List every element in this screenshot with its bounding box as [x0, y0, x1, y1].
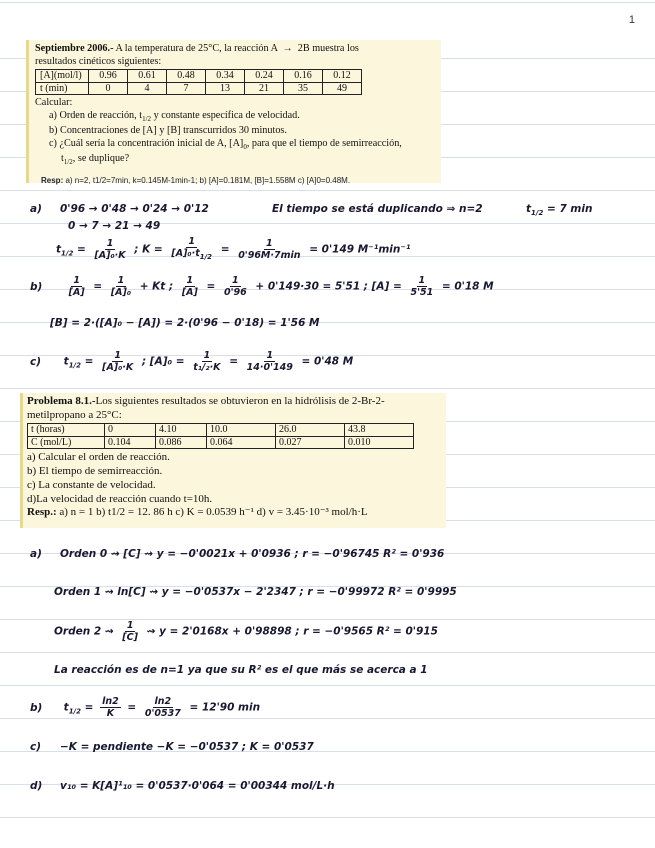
table-cell: 0.61: [128, 70, 167, 83]
work-1-a-equations: $t_{1/2}$ = $\frac{1}{\text{[A]₀·K}}$ ; K = $\frac{1}{[A]_0\cdot t_{1/2}}$ = $\frac{1}{0'96M\cdot 7\min}$ = 0'149 M⁻¹min⁻¹: [56, 236, 411, 261]
problem-1-statement: [26, 40, 441, 183]
calculate-label: Calcular:: [35, 97, 73, 108]
table-row: [28, 424, 414, 437]
question-c-continued: $t_{1/2}$, se duplique?: [61, 153, 130, 167]
problem-2-text-2: metilpropano a 25°C:: [27, 408, 122, 421]
work-1-b-line-1: b) $\frac{1}{[A]}$ = $\frac{1}{\text{[A]₀}}$ + Kt ; $\frac{1}{[A]}$ = $\frac{1}{0'96}$ + 0'149·30 = 5'51 ; [A] = $\frac{1}{5'51}$ = 0'18 M: [30, 275, 494, 298]
work-1-b-line-2: [B] = 2·([A]₀ − [A]) = 2·(0'96 − 0'18) = 1'56 M: [50, 317, 320, 329]
problem-1-text-b: 2B muestra los: [297, 43, 359, 54]
problem-2-statement: [20, 393, 446, 528]
table-cell: 0: [89, 82, 128, 95]
table-cell: 26.0: [276, 424, 345, 437]
work-1-a-half-life: $t_{1/2} = 7$ min: [526, 203, 593, 218]
question-b: b) Concentraciones de [A] y [B] transcurridos 30 minutos.: [49, 125, 287, 137]
problem-2-answer: Resp.: a) n = 1 b) t1/2 = 12. 86 h c) K = 0.0539 h⁻¹ d) v = 3.45·10⁻³ mol/h·L: [27, 506, 368, 519]
table-cell: 10.0: [207, 424, 276, 437]
work-1-a-note: El tiempo se está duplicando ⇒ n=2: [272, 203, 483, 215]
work-2-d: d) v₁₀ = K[A]¹₁₀ = 0'0537·0'064 = 0'00344 mol/L·h: [30, 780, 335, 792]
table-cell: 4: [128, 82, 167, 95]
table-cell: 43.8: [345, 424, 414, 437]
arrow-icon: →: [282, 43, 293, 54]
table-cell: 0.027: [276, 436, 345, 449]
question-d: d)La velocidad de reacción cuando t=10h.: [27, 492, 213, 505]
table-cell: 0.010: [345, 436, 414, 449]
work-2-order-2: Orden 2 ⇝ $\frac{1}{[C]}$ ⇝ y = 2'0168x + 0'98898 ; r = −0'9565 R² = 0'915: [54, 620, 438, 643]
table-row: [28, 436, 414, 449]
problem-1-text-c: resultados cinéticos siguientes:: [35, 55, 162, 67]
table-cell: 35: [284, 82, 323, 95]
table-cell: 7: [167, 82, 206, 95]
kinetics-table-2: [27, 423, 414, 449]
table-cell: 21: [245, 82, 284, 95]
problem-2-text: Los siguientes resultados se obtuvieron en la hidrólisis de 2-Br-2-: [95, 395, 385, 407]
problem-1-intro: [35, 43, 435, 56]
table-cell: 0.24: [245, 70, 284, 83]
question-a: a) Orden de reacción, $t_{1/2}$ y constante específica de velocidad.: [49, 109, 300, 123]
problem-1-title: Septiembre 2006.-: [35, 43, 114, 54]
page-number: 1: [628, 14, 635, 26]
table-cell: 0.34: [206, 70, 245, 83]
problem-1-answer: Resp: a) n=2, t1/2=7min, k=0.145M-1min-1; b) [A]=0.181M, [B]=1.558M c) [A]0=0.48M.: [41, 175, 351, 185]
table-row-label: [A](mol/l): [36, 70, 89, 83]
work-2-b: b) $t_{1/2}$ = $\frac{\ln 2}{K}$ = $\frac{\ln 2}{0'0537}$ = 12'90 min: [30, 696, 261, 719]
table-cell: 0.96: [89, 70, 128, 83]
problem-2-title: Problema 8.1.-: [27, 395, 96, 407]
table-row-label: t (min): [36, 82, 89, 95]
work-1-a-times: 0 → 7 → 21 → 49: [68, 220, 161, 232]
table-cell: 0: [105, 424, 156, 437]
work-2-order-0: a) Orden 0 ⇝ [C] ⇝ y = −0'0021x + 0'0936 ; r = −0'96745 R² = 0'936: [30, 548, 445, 560]
work-2-order-1: Orden 1 ⇝ ln[C] ⇝ y = −0'0537x − 2'2347 ; r = −0'99972 R² = 0'9995: [54, 586, 457, 598]
question-c: c) ¿Cuál sería la concentración inicial de A, $[A]_0$, para que el tiempo de semirreacción,: [49, 137, 402, 151]
work-1-a-line-1: a) 0'96 → 0'48 → 0'24 → 0'12: [30, 203, 209, 215]
table-cell: 0.086: [156, 436, 207, 449]
table-row: [36, 70, 362, 83]
table-cell: 4.10: [156, 424, 207, 437]
table-cell: 13: [206, 82, 245, 95]
table-cell: 0.48: [167, 70, 206, 83]
table-row-label: t (horas): [28, 424, 105, 437]
table-cell: 0.104: [105, 436, 156, 449]
work-1-c: c) $t_{1/2}$ = $\frac{1}{\text{[A]₀·K}}$ ; [A]₀ = $\frac{1}{\text{t₁/₂·K}}$ = $\frac{1}{14\cdot 0'149}$ = 0'48 M: [30, 350, 354, 373]
table-cell: 49: [323, 82, 362, 95]
table-row-label: C (mol/L): [28, 436, 105, 449]
question-a: a) Calcular el orden de reacción.: [27, 451, 170, 464]
question-c: c) La constante de velocidad.: [27, 478, 156, 491]
table-row: [36, 82, 362, 95]
table-cell: 0.16: [284, 70, 323, 83]
kinetics-table-1: [35, 69, 362, 95]
table-cell: 0.12: [323, 70, 362, 83]
table-cell: 0.064: [207, 436, 276, 449]
work-2-conclusion: La reacción es de n=1 ya que su R² es el que más se acerca a 1: [54, 664, 428, 676]
problem-1-text-a: A la temperatura de 25°C, la reacción A: [113, 43, 278, 54]
work-2-c: c) −K = pendiente −K = −0'0537 ; K = 0'0537: [30, 741, 314, 753]
question-b: b) El tiempo de semirreacción.: [27, 465, 163, 478]
